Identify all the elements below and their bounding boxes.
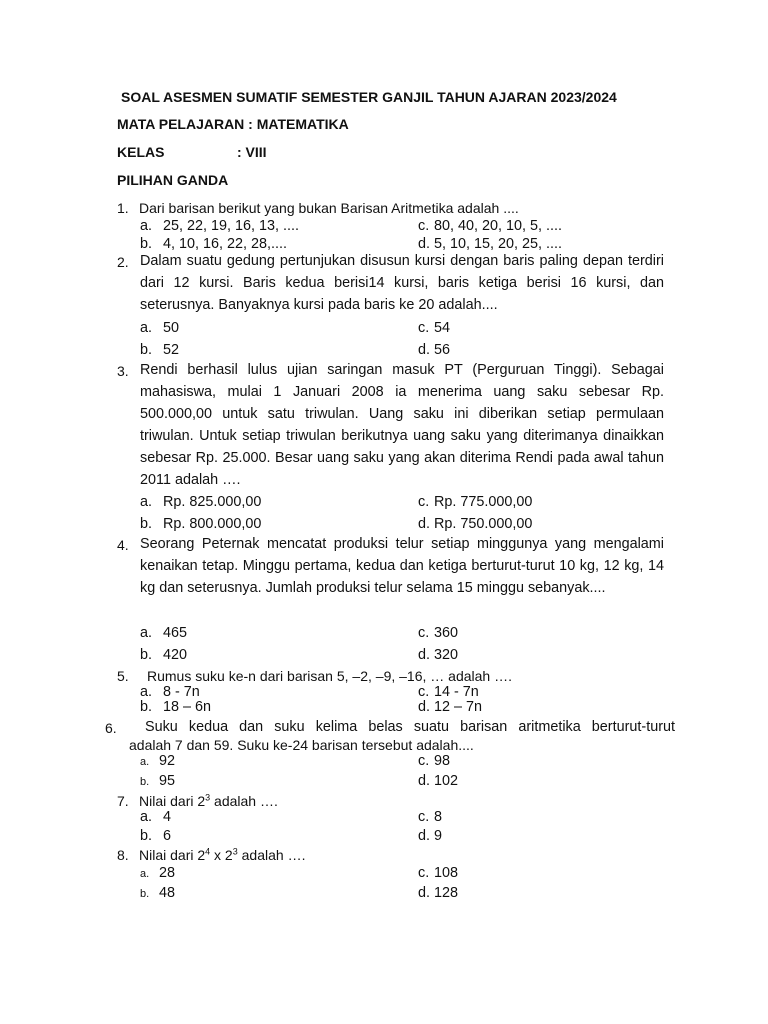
option-letter: c. <box>418 753 430 769</box>
option-text: 360 <box>434 625 459 641</box>
option-text: 92 <box>159 753 176 769</box>
option-text: Rp. 775.000,00 <box>434 494 533 510</box>
option-letter: a. <box>140 684 153 700</box>
option-text: 28 <box>159 865 176 881</box>
option-text: 5, 10, 15, 20, 25, .... <box>434 236 563 252</box>
question-text: Seorang Peternak mencatat produksi telur setiap minggunya yang mengalami kenaikan tetap. Minggu pertama, kedua dan ketiga berturut-turut 10 kg, 12 kg, 14 kg dan seterusnya. Jumlah produksi telur selama 15 minggu sebanyak.... <box>140 536 664 596</box>
option-letter: a. <box>140 756 150 768</box>
option-letter: d. <box>418 647 431 663</box>
option-letter: c. <box>418 625 430 641</box>
option-text: 80, 40, 20, 10, 5, .... <box>434 218 563 234</box>
option-text: 14 - 7n <box>434 684 479 700</box>
option-letter: b. <box>140 699 153 715</box>
option-letter: c. <box>418 320 430 336</box>
question-text-line-1: Suku kedua dan suku kelima belas suatu barisan aritmetika berturut-turut <box>145 719 675 735</box>
option-text: 4, 10, 16, 22, 28,.... <box>163 236 288 252</box>
option-text: Rp. 800.000,00 <box>163 516 262 532</box>
option-letter: c. <box>418 684 430 700</box>
option-letter: d. <box>418 236 431 252</box>
class-value: : VIII <box>237 144 267 160</box>
exponent: 3 <box>232 846 238 857</box>
option-letter: b. <box>140 647 153 663</box>
option-letter: b. <box>140 516 153 532</box>
question-number: 4. <box>117 537 129 553</box>
question-text: Dari barisan berikut yang bukan Barisan Aritmetika adalah .... <box>139 200 519 216</box>
option-text: 320 <box>434 647 459 663</box>
option-letter: b. <box>140 776 150 788</box>
option-text: 98 <box>434 753 451 769</box>
option-letter: d. <box>418 699 431 715</box>
option-letter: b. <box>140 342 153 358</box>
option-text: 25, 22, 19, 16, 13, .... <box>163 218 300 234</box>
option-text: 465 <box>163 625 188 641</box>
question-text: Dalam suatu gedung pertunjukan disusun kursi dengan baris paling depan terdiri dari 12 kursi. Baris kedua berisi14 kursi, baris ketiga berisi 16 kursi, dan seterusnya. Banyaknya kursi pada baris ke 20 adalah.... <box>140 253 664 313</box>
option-text: 8 <box>434 809 443 825</box>
option-letter: a. <box>140 218 153 234</box>
option-letter: a. <box>140 494 153 510</box>
question-text: Nilai dari $2^3$ adalah …. <box>139 792 278 809</box>
question-number: 2. <box>117 254 129 270</box>
question-number: 7. <box>117 793 129 809</box>
option-text: 48 <box>159 885 176 901</box>
question-text: Rendi berhasil lulus ujian saringan masuk PT (Perguruan Tinggi). Sebagai mahasiswa, mulai 1 Januari 2008 ia menerima uang saku sebesar Rp. 500.000,00 untuk satu triwulan. Uang saku ini diberikan setiap permulaan triwulan. Untuk setiap triwulan berikutnya uang saku yang diterimanya dinaikkan sebesar Rp. 25.000. Besar uang saku yang akan diterima Rendi pada awal tahun 2011 adalah …. <box>140 362 664 488</box>
option-text: 56 <box>434 342 451 358</box>
class-label: KELAS <box>117 144 165 160</box>
option-text: 6 <box>163 828 172 844</box>
option-text: 95 <box>159 773 176 789</box>
exponent: 4 <box>205 846 211 857</box>
option-text: 128 <box>434 885 459 901</box>
question-number: 1. <box>117 200 129 216</box>
option-letter: c. <box>418 494 430 510</box>
option-letter: d. <box>418 342 431 358</box>
exponent: 3 <box>205 792 211 803</box>
option-letter: d. <box>418 885 431 901</box>
option-text: 9 <box>434 828 443 844</box>
section-title: PILIHAN GANDA <box>117 172 229 188</box>
question-text-line-2: adalah 7 dan 59. Suku ke-24 barisan tersebut adalah.... <box>129 737 474 753</box>
option-text: 420 <box>163 647 188 663</box>
option-letter: c. <box>418 218 430 234</box>
option-letter: a. <box>140 320 153 336</box>
subject-label: MATA PELAJARAN : MATEMATIKA <box>117 116 349 132</box>
option-letter: c. <box>418 865 430 881</box>
option-text: 52 <box>163 342 180 358</box>
option-text: Rp. 750.000,00 <box>434 516 533 532</box>
option-letter: d. <box>418 516 431 532</box>
option-letter: d. <box>418 828 431 844</box>
document-title: SOAL ASESMEN SUMATIF SEMESTER GANJIL TAHUN AJARAN 2023/2024 <box>121 89 617 105</box>
question-number: 3. <box>117 363 129 379</box>
question-number: 8. <box>117 847 129 863</box>
question-number: 6. <box>105 720 117 736</box>
option-letter: b. <box>140 828 153 844</box>
option-letter: a. <box>140 809 153 825</box>
option-text: 54 <box>434 320 451 336</box>
question-text: Nilai dari $2^4$ x $2^3$ adalah …. <box>139 846 306 863</box>
question-number: 5. <box>117 668 129 684</box>
option-text: 8 - 7n <box>163 684 200 700</box>
option-text: 4 <box>163 809 172 825</box>
option-letter: b. <box>140 236 153 252</box>
option-letter: a. <box>140 625 153 641</box>
option-letter: a. <box>140 868 150 880</box>
option-letter: c. <box>418 809 430 825</box>
option-text: 50 <box>163 320 180 336</box>
question-text: Rumus suku ke-n dari barisan 5, –2, –9, –16, … adalah …. <box>147 668 512 684</box>
option-text: 12 – 7n <box>434 699 483 715</box>
option-text: 108 <box>434 865 459 881</box>
option-text: Rp. 825.000,00 <box>163 494 262 510</box>
option-letter: d. <box>418 773 431 789</box>
option-letter: b. <box>140 888 150 900</box>
option-text: 18 – 6n <box>163 699 212 715</box>
option-text: 102 <box>434 773 459 789</box>
